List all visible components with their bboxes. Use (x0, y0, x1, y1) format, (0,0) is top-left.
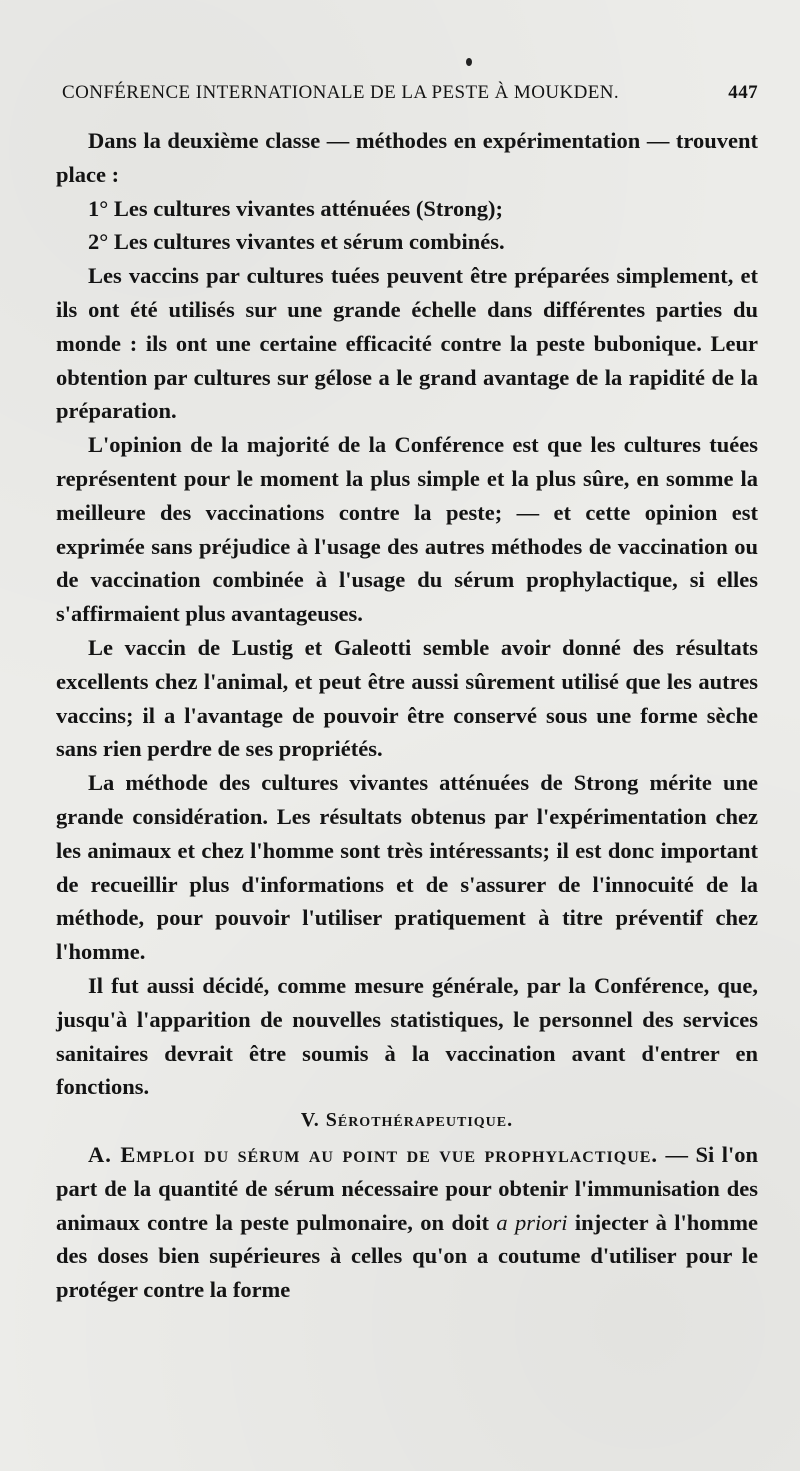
ink-dot-mark (466, 58, 472, 66)
page-number: 447 (728, 82, 758, 103)
section-heading: V. Sérothérapeutique. (300, 1109, 514, 1132)
paragraph-killed-culture-vaccines: Les vaccins par cultures tuées peuvent être préparées simplement, et ils ont été utilisés sur une grande échelle dans différentes parties du monde : ils ont une certaine efficacité contre la peste bubonique. Leur obtention par cultures sur gélose a le grand avantage de la rapidité de la préparation. (56, 263, 758, 424)
list-item-attenuated-cultures: 1° Les cultures vivantes atténuées (Strong); (88, 195, 504, 221)
paragraph-strong-method: La méthode des cultures vivantes atténuées de Strong mérite une grande considération. Les résultats obtenus par l'expérimentation chez les animaux et chez l'homme sont très intéressants; il est donc important de recueillir plus d'informations et de s'assurer de l'innocuité de la méthode, pour pouvoir l'utiliser pratiquement à titre préventif chez l'homme. (56, 770, 758, 965)
running-head-title: CONFÉRENCE INTERNATIONALE DE LA PESTE À MOUKDEN. (62, 82, 619, 103)
running-head (62, 82, 758, 112)
paragraph-lustig-galeotti: Le vaccin de Lustig et Galeotti semble avoir donné des résultats excellents chez l'animal, et peut être aussi sûrement utilisé que les autres vaccins; il a l'avantage de pouvoir être conservé sous une forme sèche sans rien perdre de ses propriétés. (56, 634, 758, 762)
body-text (56, 124, 758, 1307)
subsection-italic-term: a priori (496, 1209, 568, 1235)
subsection-paragraph (56, 1138, 758, 1307)
paragraph-general-measure: Il fut aussi décidé, comme mesure générale, par la Conférence, que, jusqu'à l'apparition de nouvelles statistiques, le personnel des services sanitaires devrait être soumis à la vaccination avant d'entrer en fonctions. (56, 972, 758, 1100)
list-item-combined-cultures-serum: 2° Les cultures vivantes et sérum combinés. (88, 229, 505, 255)
subsection-text-end: injecter à l'homme des doses bien supérieures à celles qu'on a coutume d'utiliser pour le protéger contre la forme (56, 1209, 759, 1303)
paragraph-conference-opinion: L'opinion de la majorité de la Conférence est que les cultures tuées représentent pour le moment la plus simple et la plus sûre, en somme la meilleure des vaccinations contre la peste; — et cette opinion est exprimée sans préjudice à l'usage des autres méthodes de vaccination ou de vaccination combinée à l'usage du sérum prophylactique, si elles s'affirmaient plus avantageuses. (56, 432, 758, 627)
subsection-lead: A. Emploi du sérum au point de vue prophylactique. (88, 1141, 659, 1167)
paragraph-vaccine-classes: Dans la deuxième classe — méthodes en expérimentation — trouvent place : (56, 128, 758, 187)
subsection-text-start: — Si l'on part de la quantité de sérum nécessaire pour obtenir l'immunisation des animaux contre la peste pulmonaire, on doit (56, 1141, 758, 1235)
